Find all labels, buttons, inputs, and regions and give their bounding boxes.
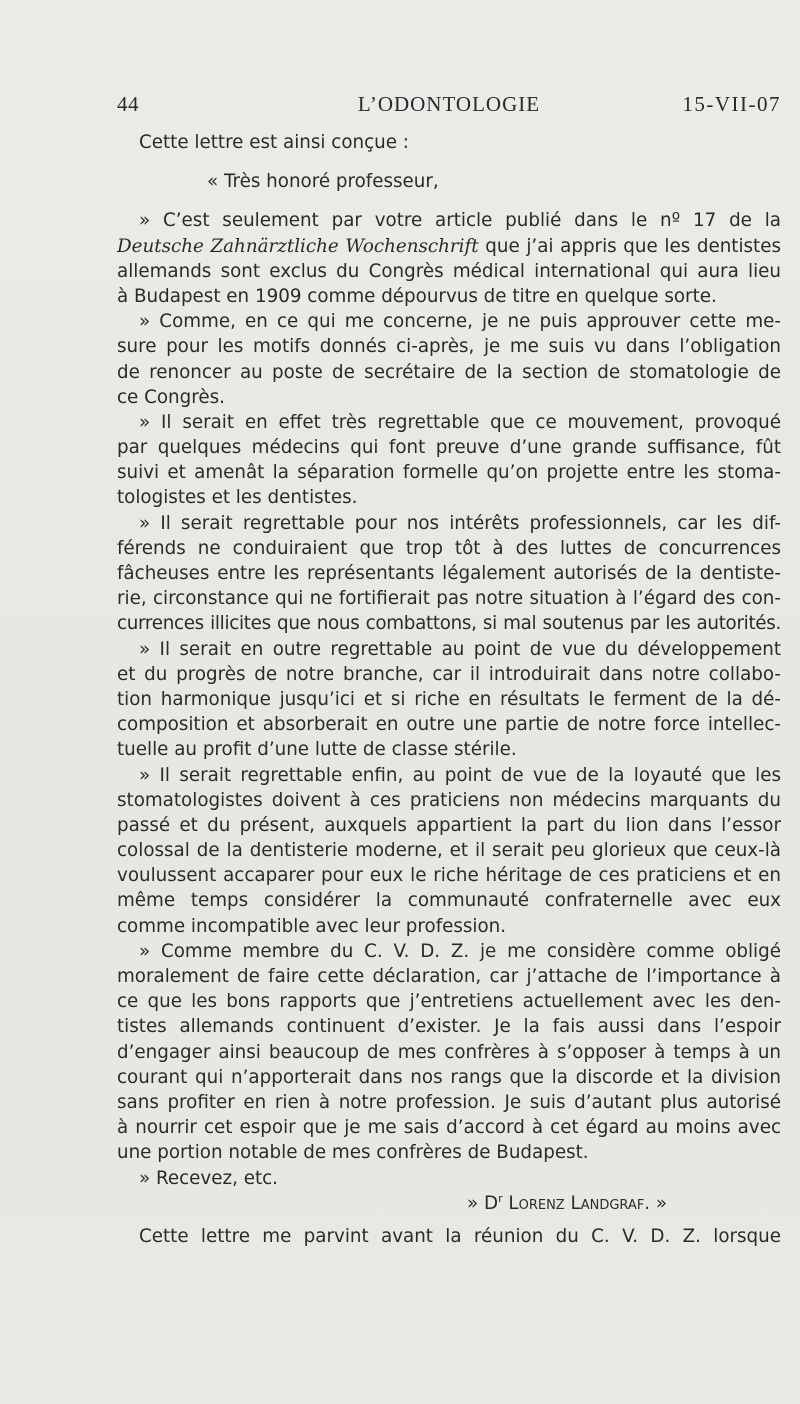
text-line: d’engager ainsi beaucoup de mes confrères à s’opposer à temps à un	[117, 1041, 781, 1063]
text-line: » Il serait en outre regrettable au point de vue du développement	[139, 638, 781, 660]
text-line: » Il serait regrettable enfin, au point de vue de la loyauté que les	[139, 764, 781, 786]
text-line: allemands sont exclus du Congrès médical international qui aura lieu	[117, 260, 781, 282]
closing: » Recevez, etc.	[139, 1167, 278, 1189]
text-line: » Comme membre du C. V. D. Z. je me considère comme obligé	[139, 940, 781, 962]
journal-name: Deutsche Zahnärztliche Wochenschrift	[117, 235, 479, 257]
text-line: Cette lettre est ainsi conçue :	[139, 132, 409, 153]
text-line: moralement de faire cette déclaration, car j’attache de l’importance à	[117, 966, 781, 987]
text-line: tologistes et les dentistes.	[117, 487, 358, 509]
text-line: férends ne conduiraient que trop tôt à des luttes de concurrences	[117, 537, 781, 559]
text-line: rie, circonstance qui ne fortifierait pas notre situation à l’égard des con-	[117, 588, 781, 610]
text-line: une portion notable de mes confrères de Budapest.	[117, 1142, 589, 1164]
text-line: ce que les bons rapports que j’entretiens actuellement avec les den-	[117, 991, 781, 1013]
text-line: tistes allemands continuent d’exister. Je la fais aussi dans l’espoir	[117, 1016, 781, 1038]
text-line: suivi et amenât la séparation formelle qu’on projette entre les stoma-	[117, 462, 781, 484]
text-line: sure pour les motifs donnés ci-après, je me suis vu dans l’obligation	[117, 336, 781, 358]
text-line: à nourrir cet espoir que je me sais d’accord à cet égard au moins avec	[117, 1117, 781, 1139]
text-line: de renoncer au poste de secrétaire de la section de stomatologie de	[117, 361, 781, 383]
text-line	[117, 234, 781, 259]
signature-name: Lorenz Landgraf.	[508, 1192, 651, 1214]
text-line: comme incompatible avec leur profession.	[117, 915, 507, 937]
issue-date: 15-VII-07	[682, 92, 781, 116]
text-line: » Il serait regrettable pour nos intérêts professionnels, car les dif-	[139, 512, 781, 534]
text-line: passé et du présent, auxquels appartient la part du lion dans l’essor	[117, 814, 781, 836]
text-line: tion harmonique jusqu’ici et si riche en résultats le ferment de la dé-	[117, 688, 781, 710]
page-number: 44	[117, 92, 139, 116]
text-line: tuelle au profit d’une lutte de classe stérile.	[117, 739, 517, 761]
text-line: composition et absorberait en outre une partie de notre force intellec-	[117, 714, 781, 736]
text-line: colossal de la dentisterie moderne, et il serait peu glorieux que ceux-là	[117, 840, 781, 862]
text-line: et du progrès de notre branche, car il introduirait dans notre collabo-	[117, 663, 781, 685]
letter-body	[117, 130, 781, 1249]
text-line: » Il serait en effet très regrettable que ce mouvement, provoqué	[139, 411, 781, 433]
running-header	[117, 92, 781, 124]
signature: » $D^r$ Lorenz Landgraf. »	[467, 1191, 668, 1214]
text-line: à Budapest en 1909 comme dépourvus de titre en quelque sorte.	[117, 285, 717, 307]
text-line: fâcheuses entre les représentants légalement autorisés de la dentiste-	[117, 563, 781, 584]
text-fragment: que j’ai appris que les dentistes	[485, 235, 781, 257]
text-line: stomatologistes doivent à ces praticiens non médecins marquants du	[117, 789, 781, 811]
text-line: courant qui n’apporterait dans nos rangs que la discorde et la division	[117, 1066, 781, 1088]
salutation: « Très honoré professeur,	[207, 171, 439, 193]
text-line: currences illicites que nous combattons, si mal soutenus par les autorités.	[117, 613, 781, 635]
text-line: sans profiter en rien à notre profession. Je suis d’autant plus autorisé	[117, 1091, 781, 1113]
journal-title: L’ODONTOLOGIE	[357, 92, 541, 116]
text-line: » Comme, en ce qui me concerne, je ne puis approuver cette me-	[139, 311, 781, 333]
text-line: même temps considérer la communauté confraternelle avec eux	[117, 890, 781, 912]
text-line: voulussent accaparer pour eux le riche héritage de ces praticiens et en	[117, 865, 781, 887]
text-line: par quelques médecins qui font preuve d’une grande suffisance, fût	[117, 437, 781, 459]
text-line: ce Congrès.	[117, 386, 225, 408]
text-line: » C’est seulement par votre article publié dans le nº 17 de la	[139, 210, 781, 232]
text-line: Cette lettre me parvint avant la réunion du C. V. D. Z. lorsque	[139, 1225, 781, 1247]
